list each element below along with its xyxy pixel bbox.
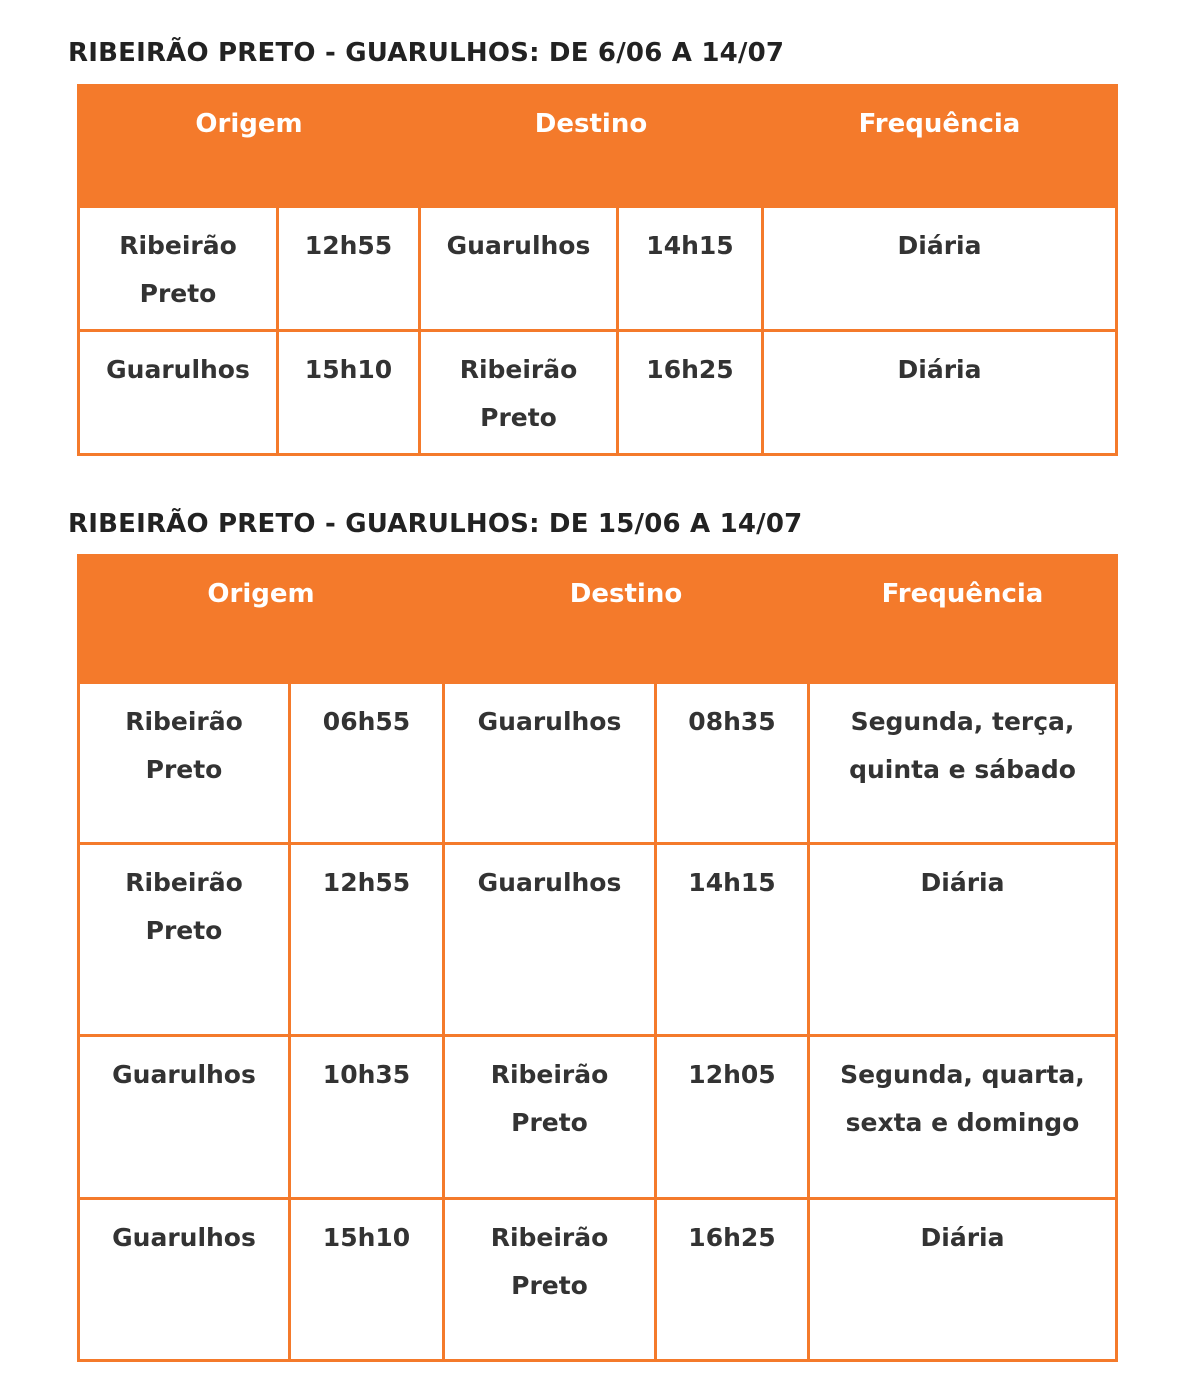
origin-cell: Ribeirão Preto bbox=[79, 844, 290, 1036]
frequency-cell: Diária bbox=[809, 844, 1117, 1036]
destination-cell: Guarulhos bbox=[420, 207, 618, 331]
frequency-cell: Segunda, quarta, sexta e domingo bbox=[809, 1036, 1117, 1199]
arrival-time-cell: 16h25 bbox=[656, 1199, 809, 1361]
table-row bbox=[79, 331, 1117, 455]
arrival-time-cell: 14h15 bbox=[618, 207, 763, 331]
header-frequency: Frequência bbox=[763, 86, 1117, 207]
destination-cell: Ribeirão Preto bbox=[420, 331, 618, 455]
origin-cell: Guarulhos bbox=[79, 1199, 290, 1361]
destination-cell: Ribeirão Preto bbox=[444, 1036, 656, 1199]
table-row bbox=[79, 1199, 1117, 1361]
header-origin: Origem bbox=[79, 86, 420, 207]
arrival-time-cell: 12h05 bbox=[656, 1036, 809, 1199]
header-destination: Destino bbox=[444, 556, 809, 683]
frequency-cell: Segunda, terça, quinta e sábado bbox=[809, 683, 1117, 844]
table-row bbox=[79, 207, 1117, 331]
destination-cell: Guarulhos bbox=[444, 844, 656, 1036]
arrival-time-cell: 16h25 bbox=[618, 331, 763, 455]
origin-cell: Guarulhos bbox=[79, 1036, 290, 1199]
origin-cell: Ribeirão Preto bbox=[79, 683, 290, 844]
destination-cell: Ribeirão Preto bbox=[444, 1199, 656, 1361]
arrival-time-cell: 14h15 bbox=[656, 844, 809, 1036]
table-header-row bbox=[79, 556, 1117, 683]
departure-time-cell: 12h55 bbox=[290, 844, 444, 1036]
header-origin: Origem bbox=[79, 556, 444, 683]
table-row bbox=[79, 844, 1117, 1036]
frequency-cell: Diária bbox=[809, 1199, 1117, 1361]
header-destination: Destino bbox=[420, 86, 763, 207]
table-row bbox=[79, 1036, 1117, 1199]
section-title-2: RIBEIRÃO PRETO - GUARULHOS: DE 15/06 A 14/07 bbox=[68, 509, 803, 539]
departure-time-cell: 06h55 bbox=[290, 683, 444, 844]
destination-cell: Guarulhos bbox=[444, 683, 656, 844]
frequency-cell: Diária bbox=[763, 207, 1117, 331]
arrival-time-cell: 08h35 bbox=[656, 683, 809, 844]
departure-time-cell: 12h55 bbox=[278, 207, 420, 331]
departure-time-cell: 15h10 bbox=[278, 331, 420, 455]
table-header-row bbox=[79, 86, 1117, 207]
schedule-table-2 bbox=[77, 554, 1118, 1362]
departure-time-cell: 15h10 bbox=[290, 1199, 444, 1361]
departure-time-cell: 10h35 bbox=[290, 1036, 444, 1199]
header-frequency: Frequência bbox=[809, 556, 1117, 683]
section-title-1: RIBEIRÃO PRETO - GUARULHOS: DE 6/06 A 14/07 bbox=[68, 38, 785, 68]
schedule-table-1 bbox=[77, 84, 1118, 456]
frequency-cell: Diária bbox=[763, 331, 1117, 455]
origin-cell: Guarulhos bbox=[79, 331, 278, 455]
origin-cell: Ribeirão Preto bbox=[79, 207, 278, 331]
table-row bbox=[79, 683, 1117, 844]
